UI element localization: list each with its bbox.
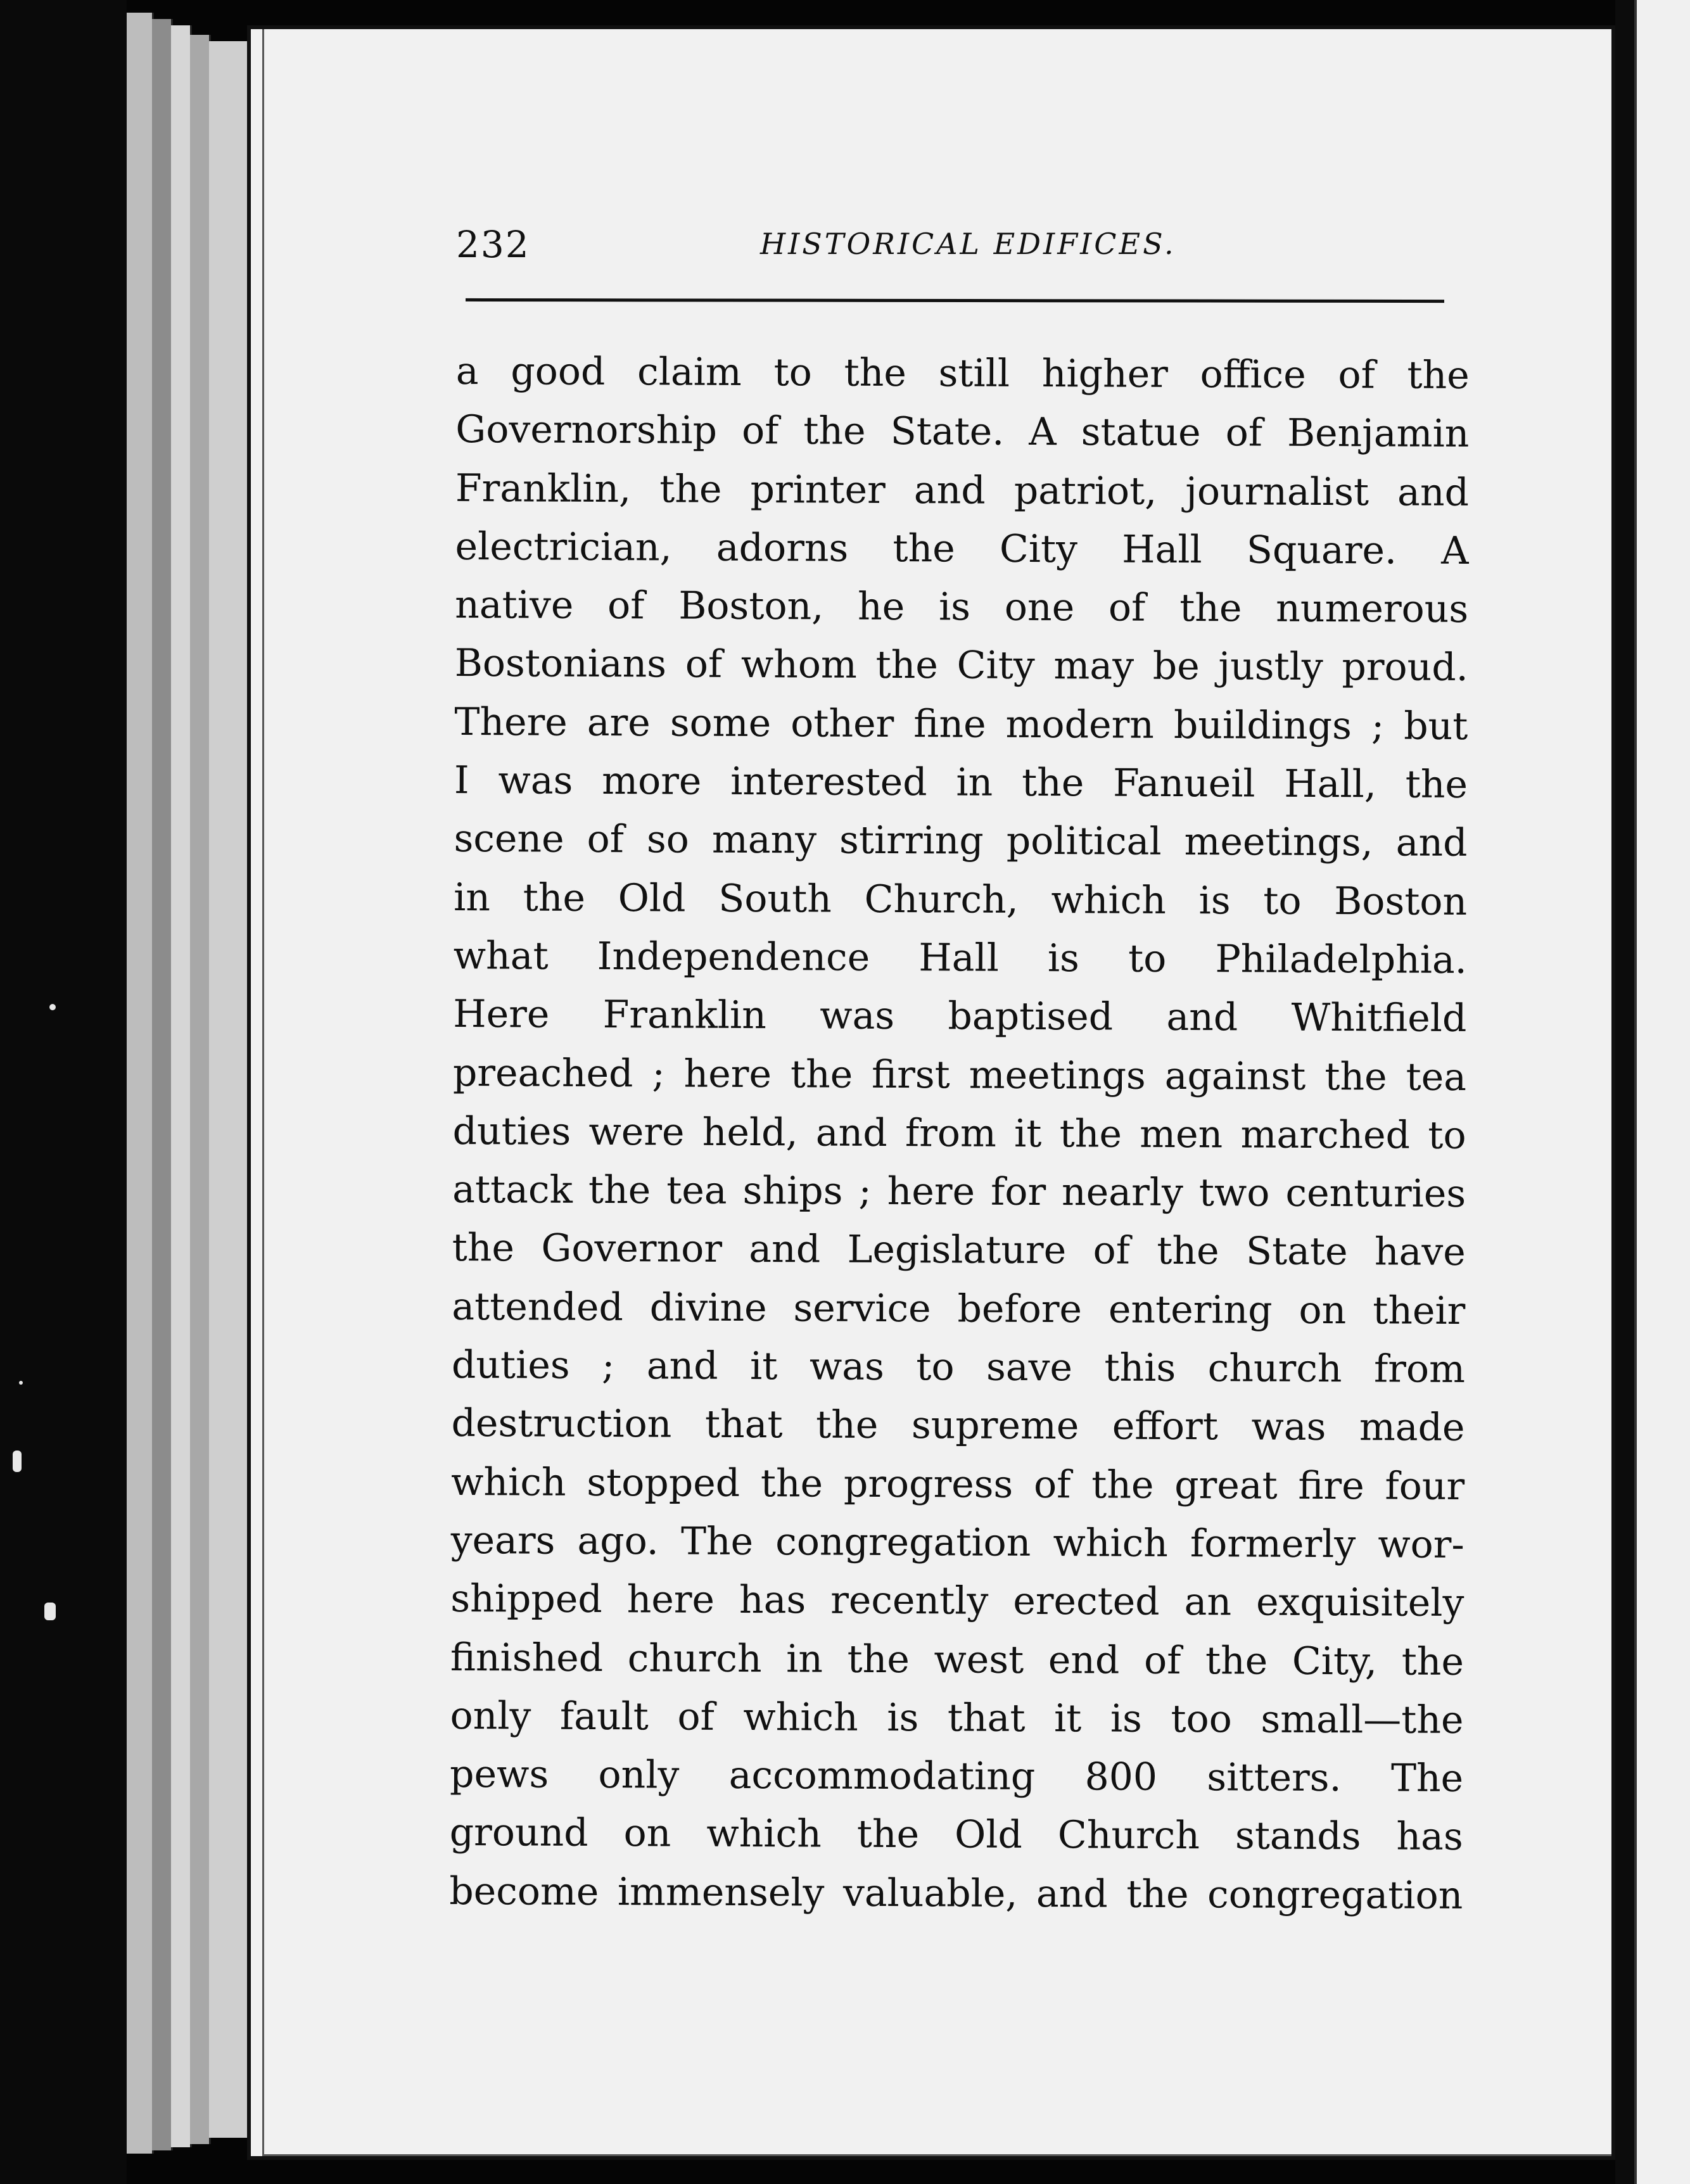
text-line: the Governor and Legislature of the State have — [452, 1226, 1466, 1275]
scan-speck — [44, 1603, 56, 1620]
scan-speck — [49, 1004, 56, 1010]
book-gutter — [1615, 0, 1634, 2184]
text-line: finished church in the west end of the City, the — [450, 1635, 1464, 1684]
text-line: attended divine service before entering on their — [452, 1284, 1466, 1333]
page-edge — [152, 19, 173, 2150]
text-line: duties were held, and from it the men marched to — [452, 1108, 1466, 1158]
text-line: what Independence Hall is to Philadelphia. — [453, 933, 1467, 982]
text-line: a good claim to the still higher office of the — [455, 348, 1470, 398]
scan-speck — [19, 1381, 23, 1385]
running-head: HISTORICAL EDIFICES. — [760, 227, 1176, 261]
text-line: in the Old South Church, which is to Boston — [454, 875, 1468, 924]
body-text — [449, 342, 1470, 1925]
text-line: Franklin, the printer and patriot, journalist and — [455, 466, 1470, 515]
text-line: Governorship of the State. A statue of Benjamin — [455, 407, 1470, 457]
text-line: duties ; and it was to save this church from — [451, 1343, 1466, 1392]
text-line: which stopped the progress of the great fire four — [450, 1459, 1465, 1509]
text-line: ground on which the Old Church stands has — [449, 1810, 1463, 1860]
text-line: There are some other fine modern buildings ; but — [454, 699, 1468, 749]
page-number: 232 — [456, 223, 530, 266]
page-header — [456, 223, 1444, 274]
scan-speck — [13, 1451, 22, 1472]
scan-left-margin — [0, 0, 127, 2184]
text-line: years ago. The congregation which formerly wor- — [450, 1518, 1464, 1567]
text-line: only fault of which is that it is too small—the — [450, 1693, 1464, 1743]
page-edge — [127, 13, 154, 2154]
page-edge — [190, 35, 211, 2144]
page-edge — [171, 25, 192, 2147]
next-page-edge — [1634, 0, 1690, 2184]
text-line: pews only accommodating 800 sitters. The — [449, 1752, 1464, 1801]
text-line: I was more interested in the Fanueil Hall, the — [454, 758, 1468, 808]
text-line: preached ; here the first meetings against the tea — [452, 1050, 1467, 1100]
text-line: Bostonians of whom the City may be justly proud. — [454, 641, 1468, 690]
text-line: electrician, adorns the City Hall Square. A — [455, 524, 1469, 573]
text-line: native of Boston, he is one of the numerous — [455, 583, 1469, 632]
text-line: destruction that the supreme effort was made — [451, 1401, 1465, 1451]
page-edge — [209, 41, 249, 2138]
text-line: become immensely valuable, and the congregation — [449, 1869, 1463, 1918]
text-line: Here Franklin was baptised and Whitfield — [453, 992, 1467, 1041]
text-line: attack the tea ships ; here for nearly two centuries — [452, 1167, 1466, 1217]
text-line: scene of so many stirring political meetings, and — [454, 816, 1468, 866]
text-line: shipped here has recently erected an exquisitely — [450, 1577, 1464, 1626]
